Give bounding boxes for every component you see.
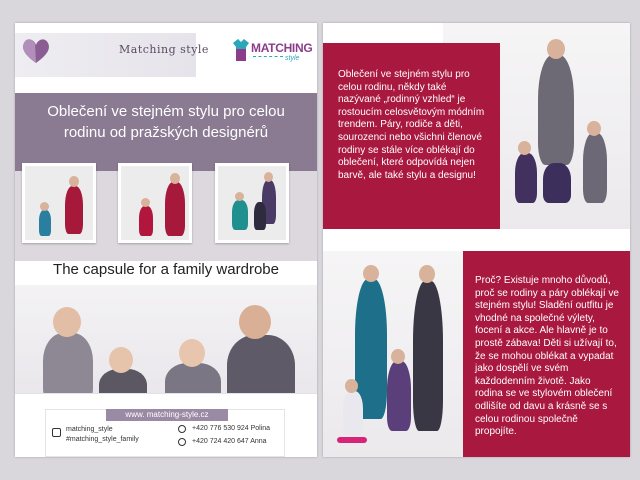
- tshirt-icon: [231, 37, 251, 63]
- contact-footer: [45, 409, 285, 457]
- photo-family-scooter: [323, 251, 473, 457]
- logo-sub: style: [285, 55, 300, 62]
- text-box-reasons: [463, 251, 630, 457]
- matching-style-logo: [231, 35, 311, 71]
- website-url[interactable]: www. matching-style.cz: [106, 409, 228, 421]
- photo-thumbnail-3: [215, 163, 289, 243]
- header: [15, 23, 317, 81]
- instagram-hashtag[interactable]: #matching_style_family: [66, 436, 139, 443]
- photo-thumbnail-1: [22, 163, 96, 243]
- phone-polina[interactable]: +420 776 530 924 Polina: [192, 425, 271, 432]
- reasons-paragraph: Proč? Existuje mnoho důvodů, proč se rodiny a páry oblékají ve stejném stylu! Sladění outfitu je vhodné na společné výlety, focení a akce. Ale hlavně je to prostě zábava! Děti si užívají to, že se mohou oblékat a vypadat jako dospělí ve svém každodenním životě. Jako rodina se ve stylovém oblečení odlišíte od davu a krásně se s celou rodinou společně propojíte.: [475, 275, 619, 438]
- whatsapp-icon: [178, 438, 186, 446]
- logo-dashed-line: [253, 56, 283, 57]
- intro-paragraph: Oblečení ve stejném stylu pro celou rodinu, někdy také nazývané „rodinný vzhled“ je rostoucím celosvětovým módním trendem. Páry, rodiče a děti, sourozenci nebo všichni členové rodiny se stále více oblékají do oblečení, které odpovídá nejen barvě, ale také stylu a designu!: [338, 69, 485, 181]
- instagram-handle[interactable]: matching_style: [66, 426, 113, 433]
- phone-icon: [178, 425, 186, 433]
- text-box-intro: [323, 43, 500, 229]
- logo-word: MATCHING: [251, 41, 313, 55]
- page-title: Oblečení ve stejném stylu pro celou rodinu od pražských designérů: [47, 103, 285, 141]
- family-photo: [15, 285, 317, 425]
- title-band: [15, 93, 317, 171]
- flyer-left-page: [15, 23, 317, 457]
- brand-name: Matching style: [119, 43, 209, 56]
- heart-logo-icon: [21, 37, 51, 65]
- capsule-heading: The capsule for a family wardrobe: [53, 261, 279, 278]
- photo-thumbnail-2: [118, 163, 192, 243]
- instagram-icon: [52, 428, 61, 437]
- phone-anna[interactable]: +420 724 420 647 Anna: [192, 438, 267, 445]
- flyer-right-page: [323, 23, 630, 457]
